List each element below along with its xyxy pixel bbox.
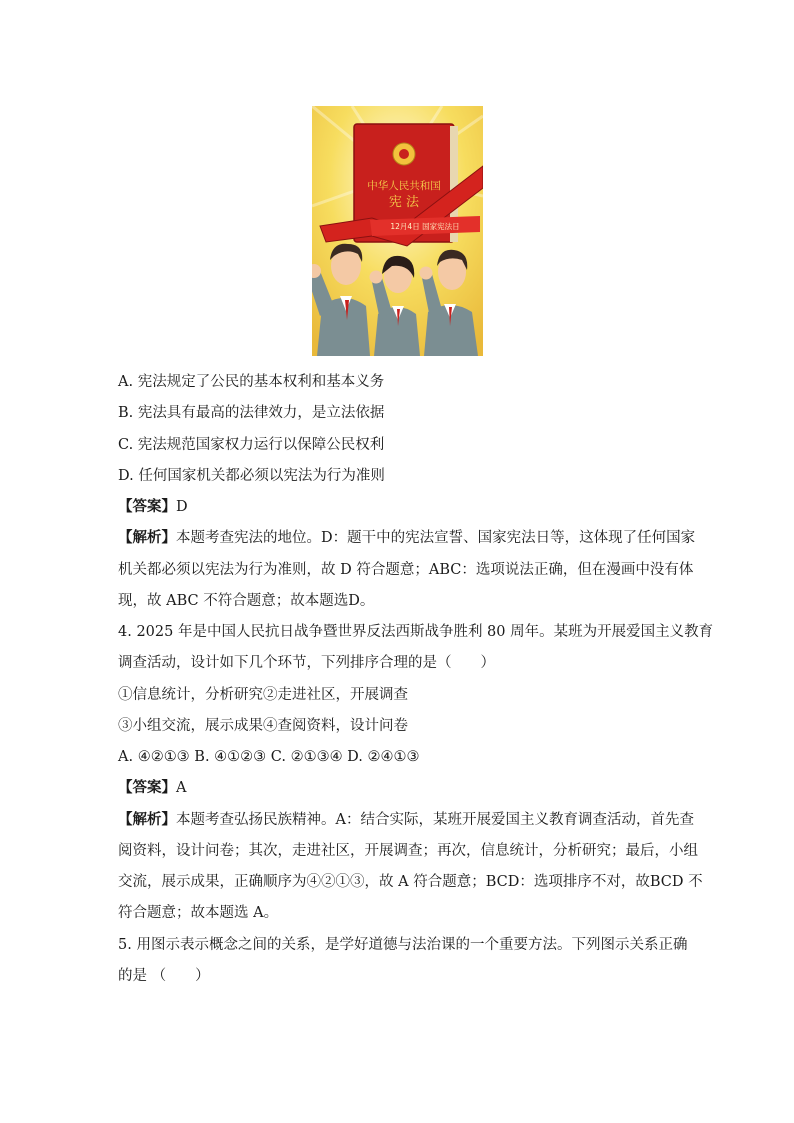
q5-stem-line-2: 的是 （ ） — [118, 968, 210, 984]
q4-items-line-1: ①信息统计，分析研究②走进社区，开展调查 — [118, 687, 408, 703]
q3-option-b: B. 宪法具有最高的法律效力，是立法依据 — [118, 405, 385, 421]
q3-analysis-text-1: 本题考查宪法的地位。D：题干中的宪法宣誓、国家宪法日等，这体现了任何国家 — [176, 530, 696, 546]
q3-option-c: C. 宪法规范国家权力运行以保障公民权利 — [118, 437, 385, 453]
q4-answer-label: 【答案】 — [118, 779, 176, 796]
book-title-line2: 宪 法 — [388, 195, 420, 210]
q4-items-line-2: ③小组交流，展示成果④查阅资料，设计问卷 — [118, 718, 408, 734]
constitution-cartoon-illustration — [312, 106, 483, 356]
q4-stem-line-2: 调查活动，设计如下几个环节，下列排序合理的是（ ） — [118, 655, 495, 671]
q3-analysis-line-1 — [118, 528, 695, 548]
q4-answer — [118, 778, 186, 798]
q3-option-d: D. 任何国家机关都必须以宪法为行为准则 — [118, 468, 385, 484]
q4-analysis-text-1: 本题考查弘扬民族精神。A：结合实际，某班开展爱国主义教育调查活动，首先查 — [176, 812, 694, 828]
q4-stem-line-1: 4. 2025 年是中国人民抗日战争暨世界反法西斯战争胜利 80 周年。某班为开展爱国主义教育 — [118, 624, 714, 640]
q3-analysis-line-3: 现，故 ABC 不符合题意；故本题选D。 — [118, 593, 375, 609]
q4-analysis-label: 【解析】 — [118, 811, 176, 828]
q5-stem-line-1: 5. 用图示表示概念之间的关系，是学好道德与法治课的一个重要方法。下列图示关系正确 — [118, 937, 688, 953]
q4-analysis-line-1 — [118, 810, 694, 830]
q3-analysis-line-2: 机关都必须以宪法为行为准则，故 D 符合题意；ABC：选项说法正确，但在漫画中没有体 — [118, 562, 694, 578]
q3-answer — [118, 497, 188, 517]
ribbon-text: 12月4日 国家宪法日 — [390, 222, 460, 231]
q3-analysis-label: 【解析】 — [118, 529, 176, 546]
q4-analysis-line-3: 交流，展示成果，正确顺序为④②①③，故 A 符合题意；BCD：选项排序不对，故BCD 不 — [118, 874, 703, 890]
q3-answer-label: 【答案】 — [118, 498, 176, 515]
q3-option-a: A. 宪法规定了公民的基本权利和基本义务 — [118, 374, 385, 390]
q4-analysis-line-4: 符合题意；故本题选 A。 — [118, 905, 279, 921]
q4-analysis-line-2: 阅资料，设计问卷；其次，走进社区，开展调查；再次，信息统计，分析研究；最后，小组 — [118, 843, 698, 859]
q4-answer-value: A — [176, 780, 187, 796]
q4-options: A. ④②①③ B. ④①②③ C. ②①③④ D. ②④①③ — [118, 749, 420, 765]
q3-answer-value: D — [176, 499, 188, 515]
constitution-cartoon-svg — [312, 106, 483, 356]
book-title-line1: 中华人民共和国 — [367, 180, 441, 192]
